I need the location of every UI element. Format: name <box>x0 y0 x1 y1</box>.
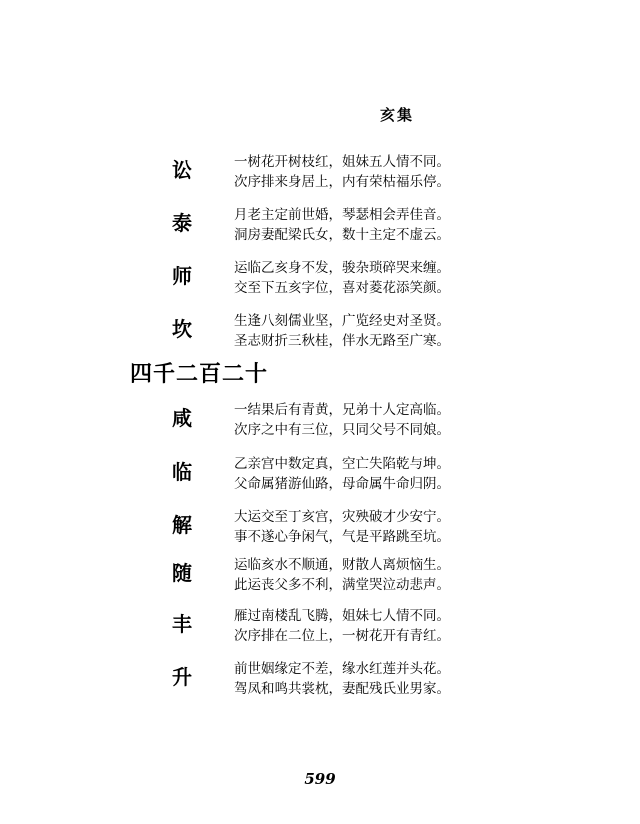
hexagram-name: 升 <box>172 665 192 689</box>
verse-entry <box>0 454 640 494</box>
verse-entry <box>0 205 640 245</box>
hexagram-name: 讼 <box>172 158 192 182</box>
verse-line-1: 前世姻缘定不差，缘水红莲并头花。 <box>234 661 450 677</box>
verse-line-2: 次序排在二位上，一树花开有青红。 <box>234 628 450 644</box>
verse-text <box>234 258 450 298</box>
verse-text <box>234 606 450 646</box>
verse-line-2: 圣志财折三秋桂，伴水无路至广寒。 <box>234 333 450 349</box>
hexagram-name: 临 <box>172 460 192 484</box>
hexagram-name: 咸 <box>172 406 192 430</box>
verse-entry <box>0 258 640 298</box>
verse-entry <box>0 555 640 595</box>
verse-entry <box>0 311 640 351</box>
section-heading: 四千二百二十 <box>130 361 269 387</box>
verse-entry <box>0 659 640 699</box>
hexagram-name: 泰 <box>172 211 192 235</box>
verse-entry <box>0 152 640 192</box>
verse-line-2: 洞房妻配梁氏女，数十主定不虚云。 <box>234 227 450 243</box>
verse-line-2: 次序之中有三位，只同父号不同娘。 <box>234 422 450 438</box>
verse-text <box>234 152 450 192</box>
verse-text <box>234 454 450 494</box>
verse-text <box>234 555 450 595</box>
verse-line-2: 父命属猪游仙路，母命属牛命归阴。 <box>234 476 450 492</box>
verse-line-1: 大运交至丁亥宫，灾殃破才少安宁。 <box>234 509 450 525</box>
verse-entry <box>0 507 640 547</box>
hexagram-name: 解 <box>172 513 192 537</box>
verse-line-1: 一结果后有青黄，兄弟十人定高临。 <box>234 402 450 418</box>
page-header-title: 亥集 <box>380 106 415 124</box>
verse-text <box>234 205 450 245</box>
verse-entry <box>0 400 640 440</box>
verse-text <box>234 311 450 351</box>
verse-line-2: 驾凤和鸣共裳枕，妻配残氏业男家。 <box>234 681 450 697</box>
verse-text <box>234 659 450 699</box>
verse-line-1: 生逢八刻儒业坚，广览经史对圣贤。 <box>234 313 450 329</box>
hexagram-name: 师 <box>172 264 192 288</box>
verse-line-1: 运临亥水不顺通，财散人离烦恼生。 <box>234 557 450 573</box>
verse-entry <box>0 606 640 646</box>
verse-line-2: 此运丧父多不利，满堂哭泣动悲声。 <box>234 577 450 593</box>
verse-line-2: 交至下五亥字位，喜对菱花添笑颜。 <box>234 280 450 296</box>
hexagram-name: 丰 <box>172 612 192 636</box>
verse-line-1: 月老主定前世婚，琴瑟相会弄佳音。 <box>234 207 450 223</box>
page-number: 599 <box>304 770 336 788</box>
verse-line-1: 一树花开树枝红，姐妹五人情不同。 <box>234 154 450 170</box>
hexagram-name: 随 <box>172 561 192 585</box>
verse-line-1: 运临乙亥身不发，骏杂琐碎哭来缠。 <box>234 260 450 276</box>
hexagram-name: 坎 <box>172 317 192 341</box>
verse-text <box>234 507 450 547</box>
verse-line-1: 雁过南楼乱飞腾，姐妹七人情不同。 <box>234 608 450 624</box>
verse-line-2: 次序排来身居上，内有荣枯福乐停。 <box>234 174 450 190</box>
verse-line-1: 乙亲宫中数定真，空亡失陷乾与坤。 <box>234 456 450 472</box>
verse-line-2: 事不遂心争闲气，气是平路跳至坑。 <box>234 529 450 545</box>
verse-text <box>234 400 450 440</box>
